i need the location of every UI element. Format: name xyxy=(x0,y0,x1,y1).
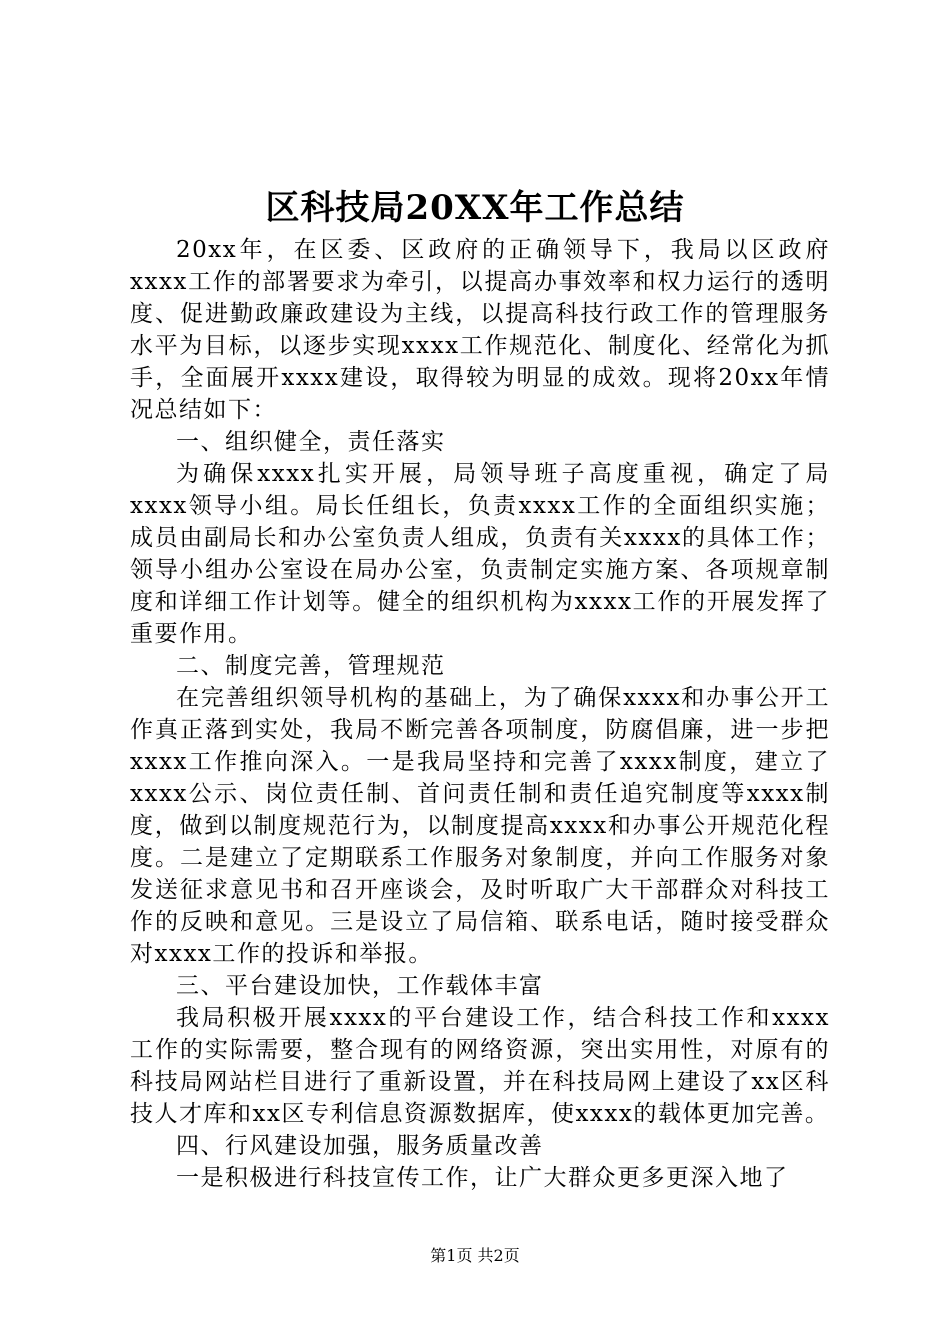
section-heading-3: 三、平台建设加快，工作载体丰富 xyxy=(176,973,544,999)
document-body xyxy=(130,234,830,1194)
section-paragraph-3: 我局积极开展xxxx的平台建设工作，结合科技工作和xxxx工作的实际需要，整合现有的网络资源，突出实用性，对原有的科技局网站栏目进行了重新设置，并在科技局网上建设了xx区科技人才库和xx区专利信息资源数据库，使xxxx的载体更加完善。 xyxy=(130,1005,830,1127)
page-number-footer: 第1页 共2页 xyxy=(430,1246,520,1265)
section-heading-2: 二、制度完善，管理规范 xyxy=(176,653,446,679)
section-paragraph-1: 为确保xxxx扎实开展，局领导班子高度重视，确定了局xxxx领导小组。局长任组长，负责xxxx工作的全面组织实施；成员由副局长和办公室负责人组成，负责有关xxxx的具体工作；领导小组办公室设在局办公室，负责制定实施方案、各项规章制度和详细工作计划等。健全的组织机构为xxxx工作的开展发挥了重要作用。 xyxy=(130,461,830,647)
intro-paragraph: 20xx年，在区委、区政府的正确领导下，我局以区政府xxxx工作的部署要求为牵引，以提高办事效率和权力运行的透明度、促进勤政廉政建设为主线，以提高科技行政工作的管理服务水平为目标，以逐步实现xxxx工作规范化、制度化、经常化为抓手，全面展开xxxx建设，取得较为明显的成效。现将20xx年情况总结如下： xyxy=(130,237,830,423)
section-paragraph-4: 一是积极进行科技宣传工作，让广大群众更多更深入地了 xyxy=(176,1165,789,1191)
document-title: 区科技局20XX年工作总结 xyxy=(265,188,685,228)
section-paragraph-2: 在完善组织领导机构的基础上，为了确保xxxx和办事公开工作真正落到实处，我局不断完善各项制度，防腐倡廉，进一步把xxxx工作推向深入。一是我局坚持和完善了xxxx制度，建立了xxxx公示、岗位责任制、首问责任制和责任追究制度等xxxx制度，做到以制度规范行为，以制度提高xxxx和办事公开规范化程度。二是建立了定期联系工作服务对象制度，并向工作服务对象发送征求意见书和召开座谈会，及时听取广大干部群众对科技工作的反映和意见。三是设立了局信箱、联系电话，随时接受群众对xxxx工作的投诉和举报。 xyxy=(130,685,830,967)
section-heading-4: 四、行风建设加强，服务质量改善 xyxy=(176,1133,544,1159)
section-heading-1: 一、组织健全，责任落实 xyxy=(176,429,446,455)
